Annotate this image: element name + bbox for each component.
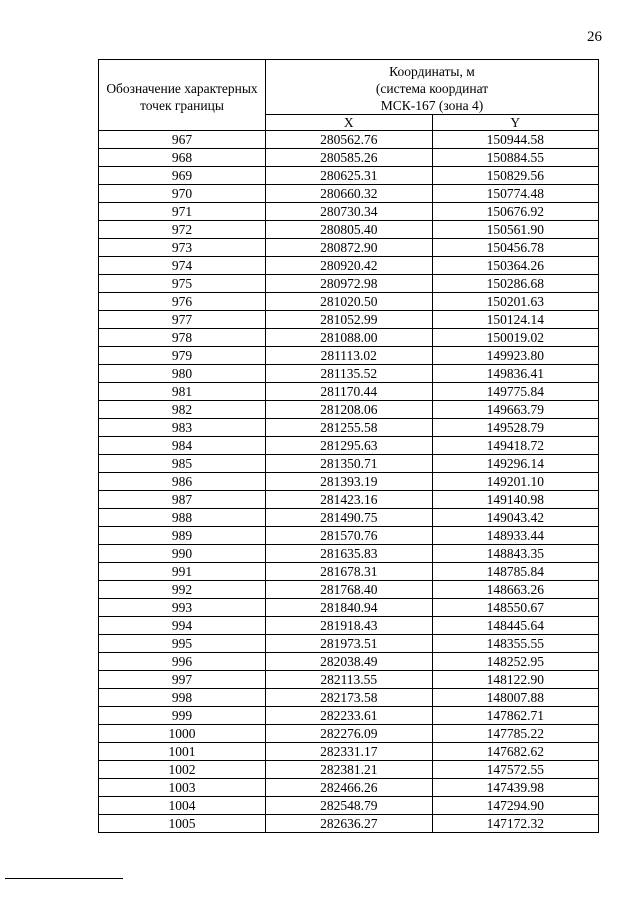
y-coordinate-cell: 150201.63 xyxy=(432,293,599,311)
y-coordinate-cell: 150774.48 xyxy=(432,185,599,203)
x-coordinate-cell: 281768.40 xyxy=(266,581,433,599)
point-cell: 998 xyxy=(99,689,266,707)
table-row xyxy=(99,581,599,599)
coordinates-header-line3: МСК-167 (зона 4) xyxy=(380,97,484,113)
table-row xyxy=(99,707,599,725)
y-coordinate-cell: 149923.80 xyxy=(432,347,599,365)
x-coordinate-cell: 282331.17 xyxy=(266,743,433,761)
x-coordinate-cell: 281020.50 xyxy=(266,293,433,311)
x-coordinate-cell: 281918.43 xyxy=(266,617,433,635)
table-row xyxy=(99,563,599,581)
x-coordinate-cell: 281113.02 xyxy=(266,347,433,365)
x-coordinate-cell: 281490.75 xyxy=(266,509,433,527)
point-cell: 991 xyxy=(99,563,266,581)
x-coordinate-cell: 281088.00 xyxy=(266,329,433,347)
y-coordinate-cell: 147439.98 xyxy=(432,779,599,797)
y-coordinate-cell: 148933.44 xyxy=(432,527,599,545)
table-row xyxy=(99,491,599,509)
table-row xyxy=(99,599,599,617)
table-row xyxy=(99,275,599,293)
table-row xyxy=(99,617,599,635)
point-cell: 993 xyxy=(99,599,266,617)
x-coordinate-cell: 282381.21 xyxy=(266,761,433,779)
coordinates-header-line2: (система координат xyxy=(375,80,489,96)
point-cell: 999 xyxy=(99,707,266,725)
x-coordinate-cell: 282113.55 xyxy=(266,671,433,689)
point-cell: 1000 xyxy=(99,725,266,743)
x-coordinate-cell: 281393.19 xyxy=(266,473,433,491)
table-row xyxy=(99,725,599,743)
y-coordinate-cell: 150561.90 xyxy=(432,221,599,239)
point-cell: 996 xyxy=(99,653,266,671)
table-row xyxy=(99,437,599,455)
point-cell: 976 xyxy=(99,293,266,311)
table-row xyxy=(99,221,599,239)
x-coordinate-cell: 281635.83 xyxy=(266,545,433,563)
table-row xyxy=(99,131,599,149)
y-coordinate-cell: 147682.62 xyxy=(432,743,599,761)
point-cell: 973 xyxy=(99,239,266,257)
y-coordinate-cell: 147172.32 xyxy=(432,815,599,833)
point-cell: 995 xyxy=(99,635,266,653)
table-row xyxy=(99,455,599,473)
table-row xyxy=(99,689,599,707)
y-coordinate-cell: 149043.42 xyxy=(432,509,599,527)
point-cell: 1002 xyxy=(99,761,266,779)
coordinates-table xyxy=(98,59,599,833)
table-row xyxy=(99,527,599,545)
table-row xyxy=(99,383,599,401)
x-coordinate-cell: 281570.76 xyxy=(266,527,433,545)
point-designation-header: Обозначение характерных точек границы xyxy=(99,60,266,131)
table-row xyxy=(99,419,599,437)
y-coordinate-cell: 149201.10 xyxy=(432,473,599,491)
y-coordinate-cell: 149418.72 xyxy=(432,437,599,455)
table-row xyxy=(99,185,599,203)
x-coordinate-cell: 282548.79 xyxy=(266,797,433,815)
x-column-header: X xyxy=(266,115,433,131)
point-cell: 972 xyxy=(99,221,266,239)
point-cell: 984 xyxy=(99,437,266,455)
x-coordinate-cell: 280805.40 xyxy=(266,221,433,239)
x-coordinate-cell: 282636.27 xyxy=(266,815,433,833)
point-cell: 975 xyxy=(99,275,266,293)
x-coordinate-cell: 280972.98 xyxy=(266,275,433,293)
x-coordinate-cell: 281423.16 xyxy=(266,491,433,509)
table-row xyxy=(99,401,599,419)
table-row xyxy=(99,815,599,833)
x-coordinate-cell: 281052.99 xyxy=(266,311,433,329)
x-coordinate-cell: 281973.51 xyxy=(266,635,433,653)
footnote-divider xyxy=(5,878,123,879)
table-row xyxy=(99,635,599,653)
table-row xyxy=(99,671,599,689)
point-cell: 978 xyxy=(99,329,266,347)
point-cell: 997 xyxy=(99,671,266,689)
point-cell: 968 xyxy=(99,149,266,167)
table-header-row xyxy=(99,60,599,115)
x-coordinate-cell: 282276.09 xyxy=(266,725,433,743)
y-coordinate-cell: 150676.92 xyxy=(432,203,599,221)
y-coordinate-cell: 150124.14 xyxy=(432,311,599,329)
x-coordinate-cell: 280920.42 xyxy=(266,257,433,275)
y-coordinate-cell: 150019.02 xyxy=(432,329,599,347)
point-cell: 982 xyxy=(99,401,266,419)
table-row xyxy=(99,347,599,365)
x-coordinate-cell: 281208.06 xyxy=(266,401,433,419)
x-coordinate-cell: 280730.34 xyxy=(266,203,433,221)
x-coordinate-cell: 281350.71 xyxy=(266,455,433,473)
y-coordinate-cell: 150456.78 xyxy=(432,239,599,257)
y-coordinate-cell: 147294.90 xyxy=(432,797,599,815)
table-row xyxy=(99,239,599,257)
x-coordinate-cell: 282466.26 xyxy=(266,779,433,797)
x-coordinate-cell: 281678.31 xyxy=(266,563,433,581)
table-body xyxy=(99,131,599,833)
table-row xyxy=(99,329,599,347)
x-coordinate-cell: 281295.63 xyxy=(266,437,433,455)
x-coordinate-cell: 280585.26 xyxy=(266,149,433,167)
y-coordinate-cell: 148843.35 xyxy=(432,545,599,563)
coordinates-header xyxy=(266,60,599,115)
point-cell: 988 xyxy=(99,509,266,527)
table-row xyxy=(99,149,599,167)
point-cell: 981 xyxy=(99,383,266,401)
y-coordinate-cell: 149663.79 xyxy=(432,401,599,419)
y-coordinate-cell: 147572.55 xyxy=(432,761,599,779)
y-coordinate-cell: 148122.90 xyxy=(432,671,599,689)
table-row xyxy=(99,743,599,761)
point-cell: 969 xyxy=(99,167,266,185)
table-row xyxy=(99,311,599,329)
y-coordinate-cell: 150364.26 xyxy=(432,257,599,275)
x-coordinate-cell: 282173.58 xyxy=(266,689,433,707)
y-coordinate-cell: 149836.41 xyxy=(432,365,599,383)
point-cell: 980 xyxy=(99,365,266,383)
table-row xyxy=(99,167,599,185)
x-coordinate-cell: 281255.58 xyxy=(266,419,433,437)
y-coordinate-cell: 149528.79 xyxy=(432,419,599,437)
page-number: 26 xyxy=(587,29,602,45)
y-coordinate-cell: 150884.55 xyxy=(432,149,599,167)
x-coordinate-cell: 281840.94 xyxy=(266,599,433,617)
y-coordinate-cell: 149140.98 xyxy=(432,491,599,509)
point-cell: 974 xyxy=(99,257,266,275)
y-coordinate-cell: 148785.84 xyxy=(432,563,599,581)
x-coordinate-cell: 282233.61 xyxy=(266,707,433,725)
table-row xyxy=(99,797,599,815)
table-row xyxy=(99,509,599,527)
point-cell: 1004 xyxy=(99,797,266,815)
table-row xyxy=(99,203,599,221)
point-cell: 989 xyxy=(99,527,266,545)
point-cell: 994 xyxy=(99,617,266,635)
y-coordinate-cell: 150944.58 xyxy=(432,131,599,149)
point-cell: 977 xyxy=(99,311,266,329)
point-cell: 987 xyxy=(99,491,266,509)
table-row xyxy=(99,761,599,779)
point-cell: 979 xyxy=(99,347,266,365)
x-coordinate-cell: 282038.49 xyxy=(266,653,433,671)
point-cell: 967 xyxy=(99,131,266,149)
y-coordinate-cell: 147862.71 xyxy=(432,707,599,725)
point-cell: 1003 xyxy=(99,779,266,797)
y-coordinate-cell: 150286.68 xyxy=(432,275,599,293)
point-cell: 1005 xyxy=(99,815,266,833)
y-coordinate-cell: 150829.56 xyxy=(432,167,599,185)
y-coordinate-cell: 147785.22 xyxy=(432,725,599,743)
coordinates-header-line1: Координаты, м xyxy=(389,63,475,79)
x-coordinate-cell: 281135.52 xyxy=(266,365,433,383)
point-cell: 990 xyxy=(99,545,266,563)
y-coordinate-cell: 148355.55 xyxy=(432,635,599,653)
point-cell: 992 xyxy=(99,581,266,599)
y-coordinate-cell: 148252.95 xyxy=(432,653,599,671)
x-coordinate-cell: 280660.32 xyxy=(266,185,433,203)
x-coordinate-cell: 280872.90 xyxy=(266,239,433,257)
table-row xyxy=(99,545,599,563)
point-cell: 985 xyxy=(99,455,266,473)
x-coordinate-cell: 281170.44 xyxy=(266,383,433,401)
point-cell: 986 xyxy=(99,473,266,491)
y-coordinate-cell: 149296.14 xyxy=(432,455,599,473)
table-row xyxy=(99,365,599,383)
y-coordinate-cell: 148007.88 xyxy=(432,689,599,707)
table-row xyxy=(99,473,599,491)
table-row xyxy=(99,257,599,275)
point-cell: 971 xyxy=(99,203,266,221)
x-coordinate-cell: 280625.31 xyxy=(266,167,433,185)
y-coordinate-cell: 148550.67 xyxy=(432,599,599,617)
point-cell: 1001 xyxy=(99,743,266,761)
y-coordinate-cell: 149775.84 xyxy=(432,383,599,401)
point-cell: 970 xyxy=(99,185,266,203)
table-row xyxy=(99,653,599,671)
y-coordinate-cell: 148445.64 xyxy=(432,617,599,635)
table-row xyxy=(99,293,599,311)
y-column-header: Y xyxy=(432,115,599,131)
y-coordinate-cell: 148663.26 xyxy=(432,581,599,599)
x-coordinate-cell: 280562.76 xyxy=(266,131,433,149)
point-cell: 983 xyxy=(99,419,266,437)
table-row xyxy=(99,779,599,797)
